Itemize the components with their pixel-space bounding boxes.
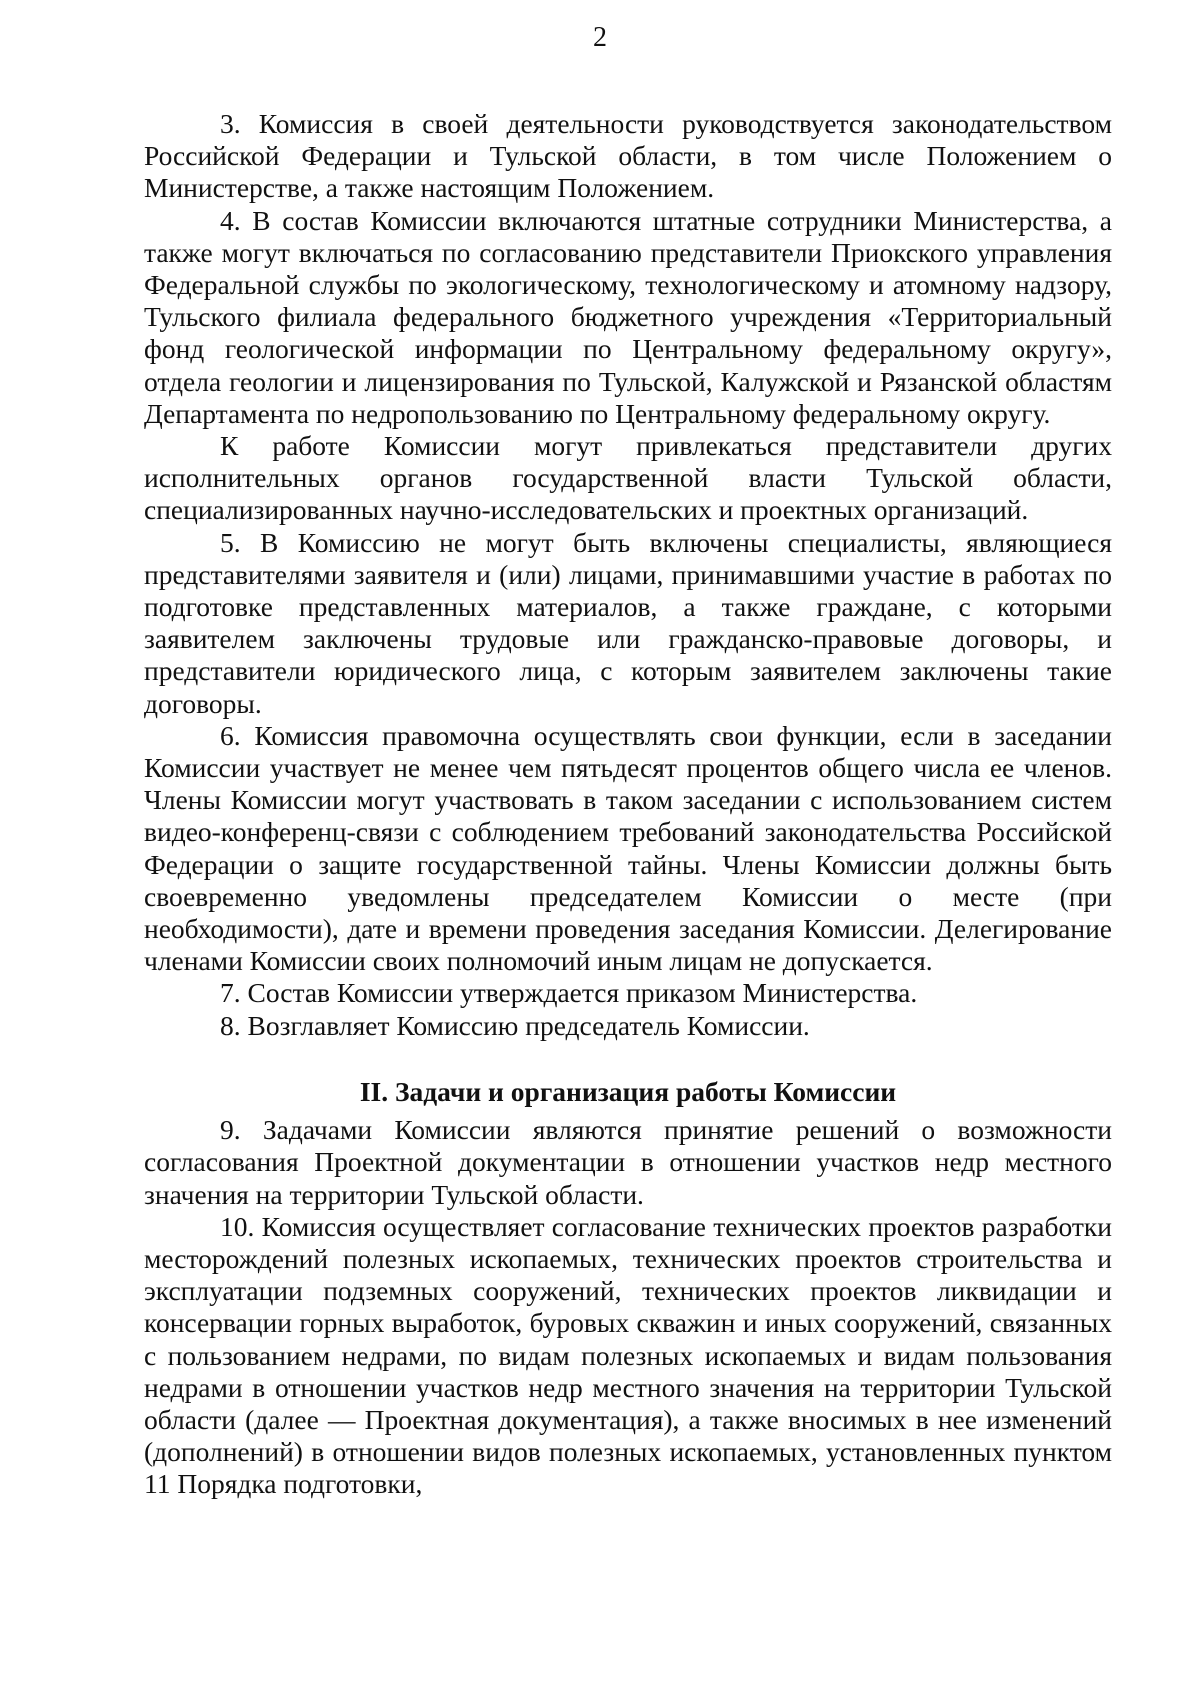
document-body — [144, 108, 1112, 1501]
paragraph-6: 6. Комиссия правомочна осуществлять свои функции, если в заседании Комиссии участвует не менее чем пятьдесят процентов общего числа ее членов. Члены Комиссии могут участвовать в таком заседании с использованием систем видео-конференц-связи с соблюдением требований законодательства Российской Федерации о защите государственной тайны. Члены Комиссии должны быть своевременно уведомлены председателем Комиссии о месте (при необходимости), дате и времени проведения заседания Комиссии. Делегирование членами Комиссии своих полномочий иным лицам не допускается. — [144, 719, 1112, 977]
page-number: 2 — [593, 22, 607, 53]
paragraph-10: 10. Комиссия осуществляет согласование технических проектов разработки месторождений полезных ископаемых, технических проектов строительства и эксплуатации подземных сооружений, технических проектов ликвидации и консервации горных выработок, буровых скважин и иных сооружений, связанных с пользованием недрами, по видам полезных ископаемых и видам пользования недрами в отношении участков недр местного значения на территории Тульской области (далее — Проектная документация), а также вносимых в нее изменений (дополнений) в отношении видов полезных ископаемых, установленных пунктом 11 Порядка подготовки, — [144, 1210, 1112, 1500]
paragraph-7: 7. Состав Комиссии утверждается приказом Министерства. — [220, 977, 918, 1009]
paragraph-3: 3. Комиссия в своей деятельности руководствуется законодательством Российской Федерации и Тульской области, в том числе Положением о Министерстве, а также настоящим Положением. — [144, 108, 1112, 204]
paragraph-5: 5. В Комиссию не могут быть включены специалисты, являющиеся представителями заявителя и (или) лицами, принимавшими участие в работах по подготовке представленных материалов, а также граждане, с которыми заявителем заключены трудовые или гражданско-правовые договоры, и представители юридического лица, с которым заявителем заключены такие договоры. — [144, 526, 1112, 719]
section-heading: II. Задачи и организация работы Комиссии — [359, 1075, 897, 1107]
paragraph-4-continued: К работе Комиссии могут привлекаться представители других исполнительных органов государственной власти Тульской области, специализированных научно-исследовательских и проектных организаций. — [144, 430, 1112, 526]
paragraph-9: 9. Задачами Комиссии являются принятие решений о возможности согласования Проектной документации в отношении участков недр местного значения на территории Тульской области. — [144, 1114, 1112, 1210]
paragraph-8: 8. Возглавляет Комиссию председатель Комиссии. — [220, 1009, 810, 1041]
paragraph-4: 4. В состав Комиссии включаются штатные сотрудники Министерства, а также могут включаться по согласованию представители Приокского управления Федеральной службы по экологическому, технологическому и атомному надзору, Тульского филиала федерального бюджетного учреждения «Территориальный фонд геологической информации по Центральному федеральному округу», отдела геологии и лицензирования по Тульской, Калужской и Рязанской областям Департамента по недропользованию по Центральному федеральному округу. — [144, 204, 1112, 429]
